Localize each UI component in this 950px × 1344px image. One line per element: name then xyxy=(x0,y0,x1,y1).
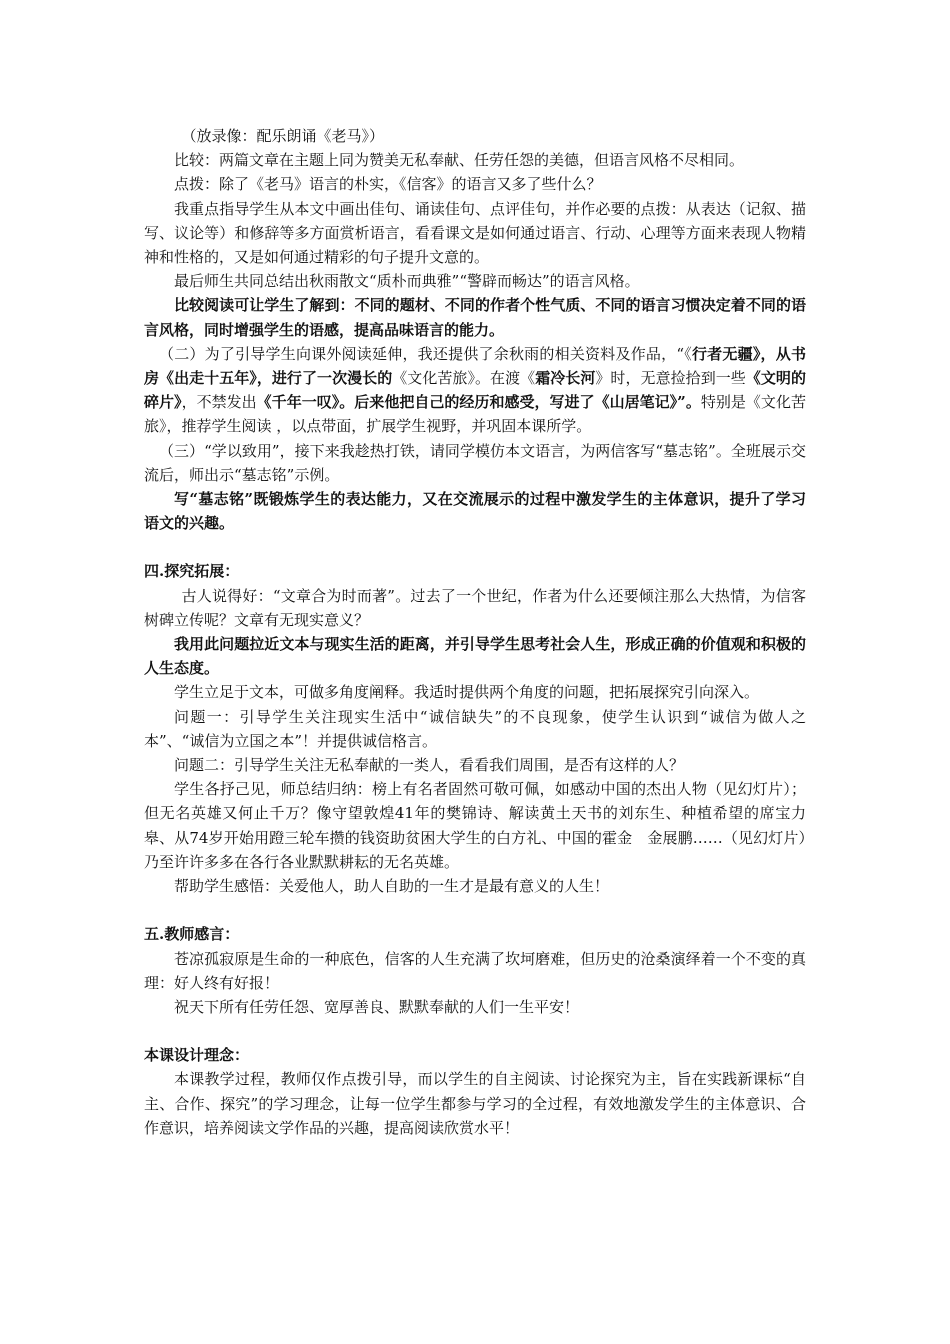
text-run-bold: 《出走十五年》，进行了一次漫长的 xyxy=(159,369,393,388)
text-run: 》时，无意捡拾到一些 xyxy=(595,369,746,388)
paragraph-guidance: 我重点指导学生从本文中画出佳句、诵读佳句、点评佳句，并作必要的点拨：从表达（记叙、描写、议论等）和修辞等多方面赏析语言，看看课文是如何通过语言、行动、心理等方面来表现人物精神和性格的，又是如何通过精彩的句子提升文意的。 xyxy=(144,199,806,267)
paragraph-ancients: 古人说得好：“文章合为时而著”。过去了一个世纪，作者为什么还要倾注那么大热情，为信客树碑立传呢？文章有无现实意义？ xyxy=(144,586,806,629)
paragraph-compare-bold: 比较阅读可让学生了解到：不同的题材、不同的作者个性气质、不同的语言习惯决定着不同的语言风格，同时增强学生的语感，提高品味语言的能力。 xyxy=(144,296,806,339)
paragraph-reflection: 苍凉孤寂原是生命的一种底色，信客的人生充满了坎坷磨难，但历史的沧桑演绎着一个不变的真理：好人终有好报！ xyxy=(144,949,806,992)
text-run: 特别是《文化苦旅》，推荐学生阅读 ，以点带面，扩展学生视野，并巩固本课所学。 xyxy=(144,393,806,436)
paragraph-summary: 最后师生共同总结出秋雨散文“质朴而典雅”“警辟而畅达”的语言风格。 xyxy=(174,272,640,291)
paragraph-question-two: 问题二：引导学生关注无私奉献的一类人，看看我们周围，是否有这样的人？ xyxy=(174,756,685,775)
text-run: 。在渡《 xyxy=(475,369,536,388)
text-run: ，不禁发出 xyxy=(181,393,257,412)
section-heading-teacher: 五.教师感言： xyxy=(144,925,240,944)
paragraph-design-philosophy: 本课教学过程，教师仅作点拨引导，而以学生的自主阅读、讨论探究为主，旨在实践新课标“自主、合作、探究”的学习理念，让每一位学生都参与学习的全过程，有效地激发学生的主体意识、合作意识，培养阅读文学作品的兴趣，提高阅读欣赏水平！ xyxy=(144,1070,806,1137)
section-heading-explore: 四.探究拓展： xyxy=(144,562,240,581)
paragraph-extension xyxy=(144,342,806,439)
paragraph-compare: 比较：两篇文章在主题上同为赞美无私奉献、任劳任怨的美德，但语言风格不尽相同。 xyxy=(174,151,745,170)
section-heading-design: 本课设计理念： xyxy=(144,1046,250,1065)
text-run-bold: 《千年一叹》。后来他把自己的经历和感受，写进了《山居笔记》”。 xyxy=(256,393,701,412)
paragraph-practice: （三）“学以致用”，接下来我趁热打铁，请同学模仿本文语言，为两信客写“墓志铭”。全班展示交流后，师出示“墓志铭”示例。 xyxy=(144,441,806,484)
paragraph-perspectives: 学生立足于文本，可做多角度阐释。我适时提供两个角度的问题，把拓展探究引向深入。 xyxy=(174,683,760,702)
text-run: （二）为了引导学生向课外阅读延伸，我还提供了余秋雨的相关资料及作品，“《 xyxy=(159,344,692,363)
text-run-bold: 行者无疆 xyxy=(691,344,753,363)
paragraph-heroes: 学生各抒己见，师总结归纳：榜上有名者固然可敬可佩，如感动中国的杰出人物（见幻灯片）；但无名英雄又何止千万？像守望敦煌41年的樊锦诗、解读黄土天书的刘东生、种植希望的席宝力皋、从74岁开始用蹬三轮车攒的钱资助贫困大学生的白方礼、中国的霍金 金展鹏……（见幻灯片）乃至许许多多在各行各业默默耕耘的无名英雄。 xyxy=(144,780,806,871)
spacer xyxy=(144,898,806,922)
paragraph-video: （放录像：配乐朗诵《老马》） xyxy=(181,127,385,145)
paragraph-insight: 帮助学生感悟：关爱他人，助人自助的一生才是最有意义的人生！ xyxy=(174,877,610,896)
paragraph-reality-bold: 我用此问题拉近文本与现实生活的距离，并引导学生思考社会人生，形成正确的价值观和积极的人生态度。 xyxy=(144,635,806,678)
text-run-bold: 霜冷长河 xyxy=(535,369,596,388)
paragraph-blessing: 祝天下所有任劳任怨、宽厚善良、默默奉献的人们一生平安！ xyxy=(174,997,580,1016)
paragraph-hint: 点拨：除了《老马》语言的朴实，《信客》的语言又多了些什么？ xyxy=(174,175,602,194)
spacer xyxy=(144,1019,806,1043)
text-run: 《文化苦旅》 xyxy=(392,369,476,388)
text-run-bold: 》，从书房 xyxy=(144,344,806,388)
spacer xyxy=(144,535,806,559)
document-page xyxy=(144,124,806,1140)
paragraph-question-one: 问题一：引导学生关注现实生活中“诚信缺失”的不良现象，使学生认识到“诚信为做人之本”、“诚信为立国之本”！并提供诚信格言。 xyxy=(144,707,806,750)
text-run-bold: 《文明的碎片》 xyxy=(144,369,806,412)
paragraph-epitaph-bold: 写“墓志铭”既锻炼学生的表达能力，又在交流展示的过程中激发学生的主体意识，提升了学习语文的兴趣。 xyxy=(144,490,806,533)
